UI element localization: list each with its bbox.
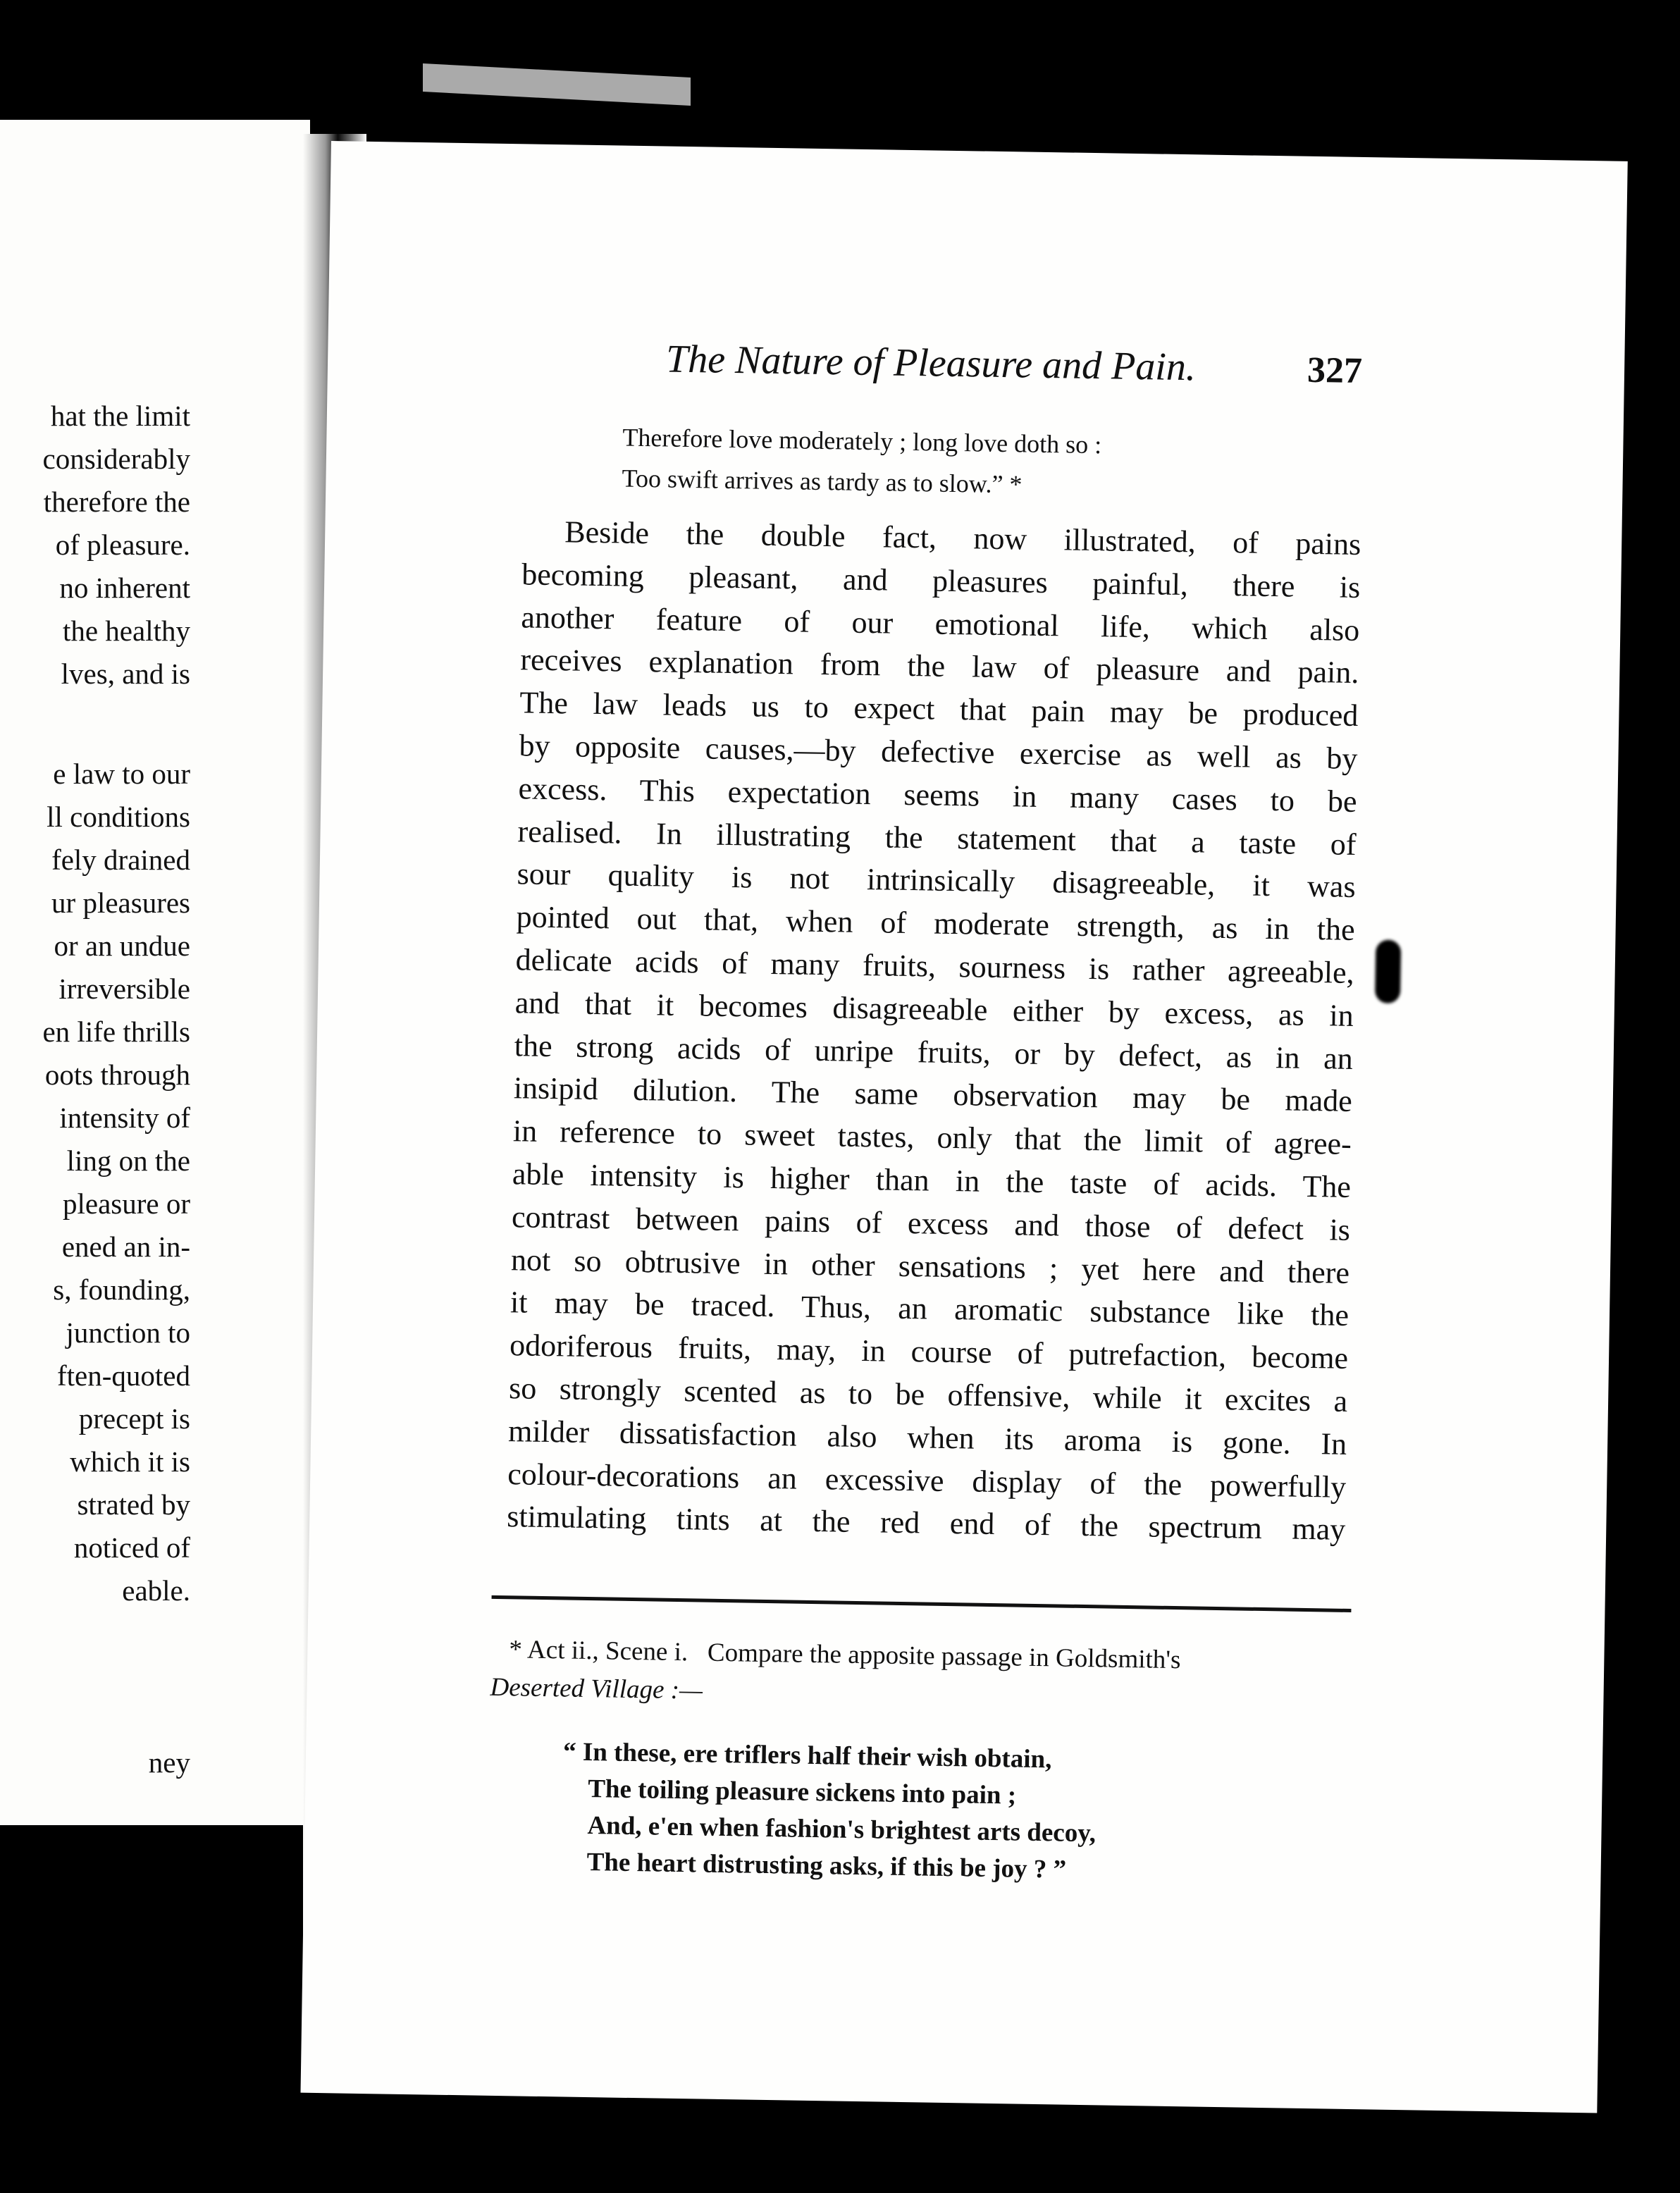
body-line: delicate acids of many fruits, sourness is rather agreeable, xyxy=(515,942,1355,990)
page-number: 327 xyxy=(1307,350,1363,392)
body-line: milder dissatisfaction also when its aroma is gone. In xyxy=(507,1413,1347,1462)
body-line: insipid dilution. The same observation may be made xyxy=(513,1070,1353,1119)
left-page-line: oots through xyxy=(44,1058,190,1091)
body-line: colour-decorations an excessive display of the powerfully xyxy=(507,1456,1347,1505)
left-page-line: of pleasure. xyxy=(55,529,190,561)
body-line: able intensity is higher than in the taste of acids. The xyxy=(512,1156,1352,1204)
body-line: and that it becomes disagreeable either by excess, as in xyxy=(514,985,1354,1033)
left-page-fragment xyxy=(0,120,310,1825)
body-line: stimulating tints at the red end of the spectrum may xyxy=(506,1499,1346,1548)
torn-page-edge xyxy=(423,63,691,106)
body-line: the strong acids of unripe fruits, or by defect, as in an xyxy=(514,1027,1354,1076)
right-page xyxy=(300,141,1627,2113)
footnote xyxy=(490,1631,1344,1720)
body-line: by opposite causes,—by defective exercise as well as by xyxy=(519,728,1358,776)
quote-line: The toiling pleasure sickens into pain ; xyxy=(587,1774,1017,1810)
body-line: receives explanation from the law of pleasure and pain. xyxy=(520,642,1359,691)
ink-smudge xyxy=(1375,939,1401,1003)
left-page-line: which it is xyxy=(70,1445,190,1478)
left-page-line: ll conditions xyxy=(47,801,190,833)
body-line: sour quality is not intrinsically disagreeable, it was xyxy=(517,856,1356,905)
quote-line: “ In these, ere triflers half their wish obtain, xyxy=(562,1737,1052,1774)
footnote-quote xyxy=(561,1734,1097,1889)
left-page-line: fely drained xyxy=(51,844,190,876)
body-line: so strongly scented as to be offensive, while it excites a xyxy=(508,1371,1348,1419)
quote-line: And, e'en when fashion's brightest arts decoy, xyxy=(587,1811,1097,1848)
left-page-line: noticed of xyxy=(73,1531,190,1564)
left-page-line: ur pleasures xyxy=(51,887,190,919)
left-page-line: junction to xyxy=(66,1316,190,1349)
quote-line: The heart distrusting asks, if this be joy ? ” xyxy=(586,1848,1067,1884)
left-page-line: ling on the xyxy=(66,1144,190,1177)
body-line: realised. In illustrating the statement that a taste of xyxy=(517,813,1357,862)
body-paragraph xyxy=(507,510,1361,1552)
left-page-line: considerably xyxy=(42,443,190,475)
body-line: excess. This expectation seems in many cases to be xyxy=(518,771,1357,819)
left-page-line: pleasure or xyxy=(63,1187,190,1220)
body-line: it may be traced. Thus, an aromatic substance like the xyxy=(509,1285,1349,1333)
running-title: The Nature of Pleasure and Pain. xyxy=(665,337,1197,390)
left-page-line: intensity of xyxy=(59,1101,190,1134)
left-page-line: ened an in- xyxy=(61,1230,190,1263)
left-page-line: hat the limit xyxy=(50,400,190,432)
body-line: becoming pleasant, and pleasures painful, there is xyxy=(521,557,1361,605)
left-page-line: no inherent xyxy=(59,572,190,604)
epigraph-line: Too swift arrives as tardy as to slow.” * xyxy=(622,464,1023,499)
left-page-line: the healthy xyxy=(62,614,190,647)
left-page-line: strated by xyxy=(77,1488,190,1521)
body-line: not so obtrusive in other sensations ; yet here and there xyxy=(510,1242,1350,1290)
left-page-line: en life thrills xyxy=(42,1015,190,1048)
footnote-text: Compare the apposite passage in Goldsmith's xyxy=(707,1638,1181,1675)
left-page-line: lves, and is xyxy=(61,657,190,690)
left-page-line: e law to our xyxy=(53,758,190,790)
epigraph xyxy=(622,417,1102,507)
body-line: contrast between pains of excess and those of defect is xyxy=(511,1199,1351,1247)
left-page-line: or an undue xyxy=(54,929,190,962)
left-page-line: ften-quoted xyxy=(57,1359,190,1392)
left-page-line: therefore the xyxy=(43,486,190,518)
body-line: odoriferous fruits, may, in course of putrefaction, become xyxy=(509,1328,1349,1376)
body-line: pointed out that, when of moderate strength, as in the xyxy=(516,899,1355,948)
left-page-line: eable. xyxy=(122,1574,190,1607)
body-line: The law leads us to expect that pain may be produced xyxy=(519,685,1359,734)
epigraph-line: Therefore love moderately ; long love doth so : xyxy=(622,423,1102,459)
body-line: in reference to sweet tastes, only that the limit of agree- xyxy=(512,1113,1352,1162)
body-line: Beside the double fact, now illustrated, of pains xyxy=(564,514,1361,562)
left-page-line: irreversible xyxy=(58,972,190,1005)
left-page-line: s, founding, xyxy=(53,1273,190,1306)
left-page-line: precept is xyxy=(78,1402,190,1435)
footnote-marker: * Act ii., Scene i. xyxy=(509,1635,688,1667)
footnote-work-title: Deserted Village :— xyxy=(490,1672,703,1705)
body-line: another feature of our emotional life, which also xyxy=(521,599,1360,648)
footnote-rule xyxy=(492,1595,1352,1612)
left-page-line: ney xyxy=(148,1746,190,1779)
